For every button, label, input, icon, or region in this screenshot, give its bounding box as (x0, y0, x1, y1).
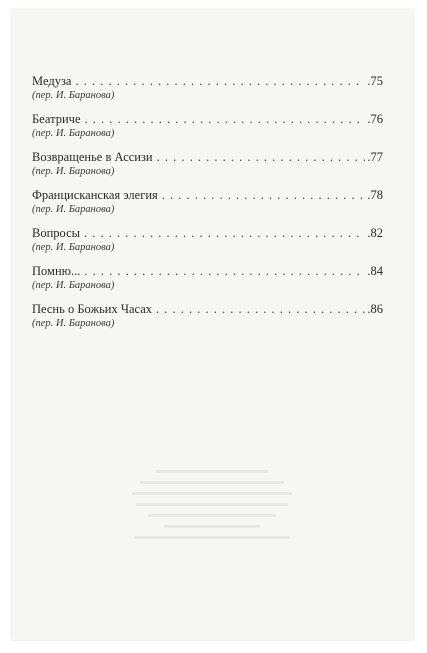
toc-entry-page: .82 (367, 226, 383, 240)
toc-entry (32, 226, 383, 254)
dot-leader (75, 74, 365, 89)
toc-entry (32, 74, 383, 102)
toc-entry-page: .76 (367, 112, 383, 126)
toc-entry-page: .75 (367, 74, 383, 88)
table-of-contents (32, 74, 383, 340)
toc-entry-page: .77 (367, 150, 383, 164)
dot-leader (84, 264, 365, 279)
toc-entry-translator: (пер. И. Баранова) (32, 242, 115, 253)
dot-leader (84, 226, 365, 241)
dot-leader (162, 188, 366, 203)
toc-entry (32, 302, 383, 330)
dot-leader (156, 302, 365, 317)
toc-entry (32, 150, 383, 178)
toc-entry-translator: (пер. И. Баранова) (32, 166, 115, 177)
toc-entry-translator: (пер. И. Баранова) (32, 128, 115, 139)
toc-entry-title: Францисканская элегия (32, 188, 158, 202)
toc-entry-page: .86 (367, 302, 383, 316)
toc-entry-title: Помню... (32, 264, 81, 278)
toc-entry (32, 188, 383, 216)
toc-entry-translator: (пер. И. Баранова) (32, 90, 115, 101)
toc-entry (32, 264, 383, 292)
toc-entry-title: Медуза (32, 74, 72, 88)
toc-entry-page: .84 (367, 264, 383, 278)
book-page (12, 10, 413, 640)
dot-leader (157, 150, 366, 165)
dot-leader (85, 112, 366, 127)
toc-entry-title: Вопросы (32, 226, 81, 240)
toc-entry-translator: (пер. И. Баранова) (32, 318, 115, 329)
toc-entry-title: Песнь о Божьих Часах (32, 302, 153, 316)
toc-entry-translator: (пер. И. Баранова) (32, 204, 115, 215)
toc-entry-translator: (пер. И. Баранова) (32, 280, 115, 291)
toc-entry (32, 112, 383, 140)
toc-entry-title: Беатриче (32, 112, 81, 126)
toc-entry-title: Возвращенье в Ассизи (32, 150, 153, 164)
bleed-through-text (132, 462, 292, 572)
toc-entry-page: .78 (367, 188, 383, 202)
